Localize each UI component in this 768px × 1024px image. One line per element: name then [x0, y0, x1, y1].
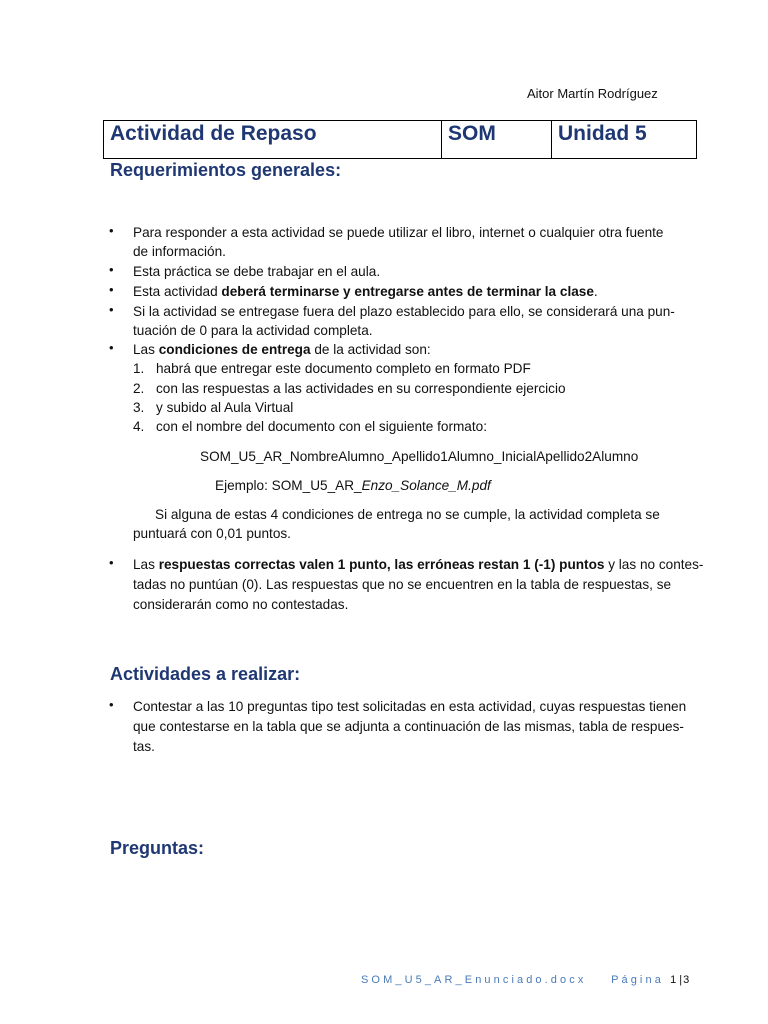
- bullet-6-line-1: [133, 555, 703, 575]
- bullet-4-line-2: tuación de 0 para la actividad completa.: [133, 323, 373, 338]
- bullet-5: [133, 340, 431, 360]
- title-table: [103, 120, 697, 159]
- requirements-heading: Requerimientos generales:: [110, 160, 342, 180]
- bullet-3: [133, 282, 598, 302]
- bullet-icon: •: [109, 555, 114, 570]
- condition-number: 2.: [133, 381, 145, 396]
- bullet-icon: •: [109, 282, 114, 297]
- footer-page-total: 3: [683, 974, 693, 986]
- activities-heading: Actividades a realizar:: [110, 664, 301, 684]
- bullet-1-line-2: de información.: [133, 244, 226, 259]
- footer-filename: SOM_U5_AR_Enunciado.docx: [361, 974, 587, 986]
- condition-number: 1.: [133, 361, 145, 376]
- author-name: Aitor Martín Rodríguez: [527, 86, 658, 101]
- subject-cell: SOM: [442, 121, 552, 159]
- activity-line-1: Contestar a las 10 preguntas tipo test solicitadas en esta actividad, cuyas respuestas tienen: [133, 699, 687, 714]
- activity-line-3: tas.: [133, 739, 155, 754]
- bullet-3-post: .: [593, 284, 598, 299]
- example-pre: Ejemplo: SOM_U5_AR_: [215, 478, 362, 493]
- bullet-5-bold: condiciones de entrega: [158, 342, 311, 357]
- penalty-line-2: puntuará con 0,01 puntos.: [133, 526, 291, 541]
- bullet-5-post: de la actividad son:: [310, 342, 431, 357]
- condition-number: 3.: [133, 400, 145, 415]
- filename-example: [215, 476, 491, 496]
- bullet-icon: •: [109, 302, 114, 317]
- bullet-1-line-1: Para responder a esta actividad se puede utilizar el libro, internet o cualquier otra fuente: [133, 225, 664, 240]
- condition-text: con las respuestas a las actividades en su correspondiente ejercicio: [156, 381, 566, 396]
- bullet-6-line-3: considerarán como no contestadas.: [133, 597, 349, 612]
- bullet-5-pre: Las: [133, 342, 159, 357]
- bullet-3-bold: deberá terminarse y entregarse antes de terminar la clase: [221, 284, 594, 299]
- example-italic: Enzo_Solance_M.pdf: [361, 478, 491, 493]
- questions-heading: Preguntas:: [110, 838, 205, 858]
- bullet-3-pre: Esta actividad: [133, 284, 222, 299]
- bullet-2: Esta práctica se debe trabajar en el aula.: [133, 264, 381, 279]
- bullet-6-post: y las no contes-: [604, 557, 704, 572]
- bullet-icon: •: [109, 340, 114, 355]
- bullet-icon: •: [109, 262, 114, 277]
- bullet-icon: •: [109, 223, 114, 238]
- footer-page-sep: |: [679, 974, 684, 986]
- footer-page-current: 1: [670, 974, 680, 986]
- bullet-6-pre: Las: [133, 557, 159, 572]
- condition-text: y subido al Aula Virtual: [156, 400, 294, 415]
- penalty-line-1: Si alguna de estas 4 condiciones de entrega no se cumple, la actividad completa se: [155, 507, 660, 522]
- bullet-4-line-1: Si la actividad se entregase fuera del plazo establecido para ello, se considerará una pun-: [133, 304, 675, 319]
- page-footer: [361, 974, 692, 986]
- unit-cell: Unidad 5: [552, 121, 697, 159]
- bullet-6-bold: respuestas correctas valen 1 punto, las erróneas restan 1 (-1) puntos: [158, 557, 605, 572]
- footer-page-label: Página: [611, 974, 664, 986]
- condition-text: habrá que entregar este documento completo en formato PDF: [156, 361, 531, 376]
- condition-number: 4.: [133, 419, 145, 434]
- condition-text: con el nombre del documento con el siguiente formato:: [156, 419, 487, 434]
- activity-line-2: que contestarse en la tabla que se adjunta a continuación de las mismas, tabla de respues-: [133, 719, 684, 734]
- filename-format: SOM_U5_AR_NombreAlumno_Apellido1Alumno_InicialApellido2Alumno: [200, 449, 639, 464]
- bullet-icon: •: [109, 697, 114, 712]
- bullet-6-line-2: tadas no puntúan (0). Las respuestas que no se encuentren en la tabla de respuestas, se: [133, 577, 672, 592]
- activity-title-cell: Actividad de Repaso: [104, 121, 442, 159]
